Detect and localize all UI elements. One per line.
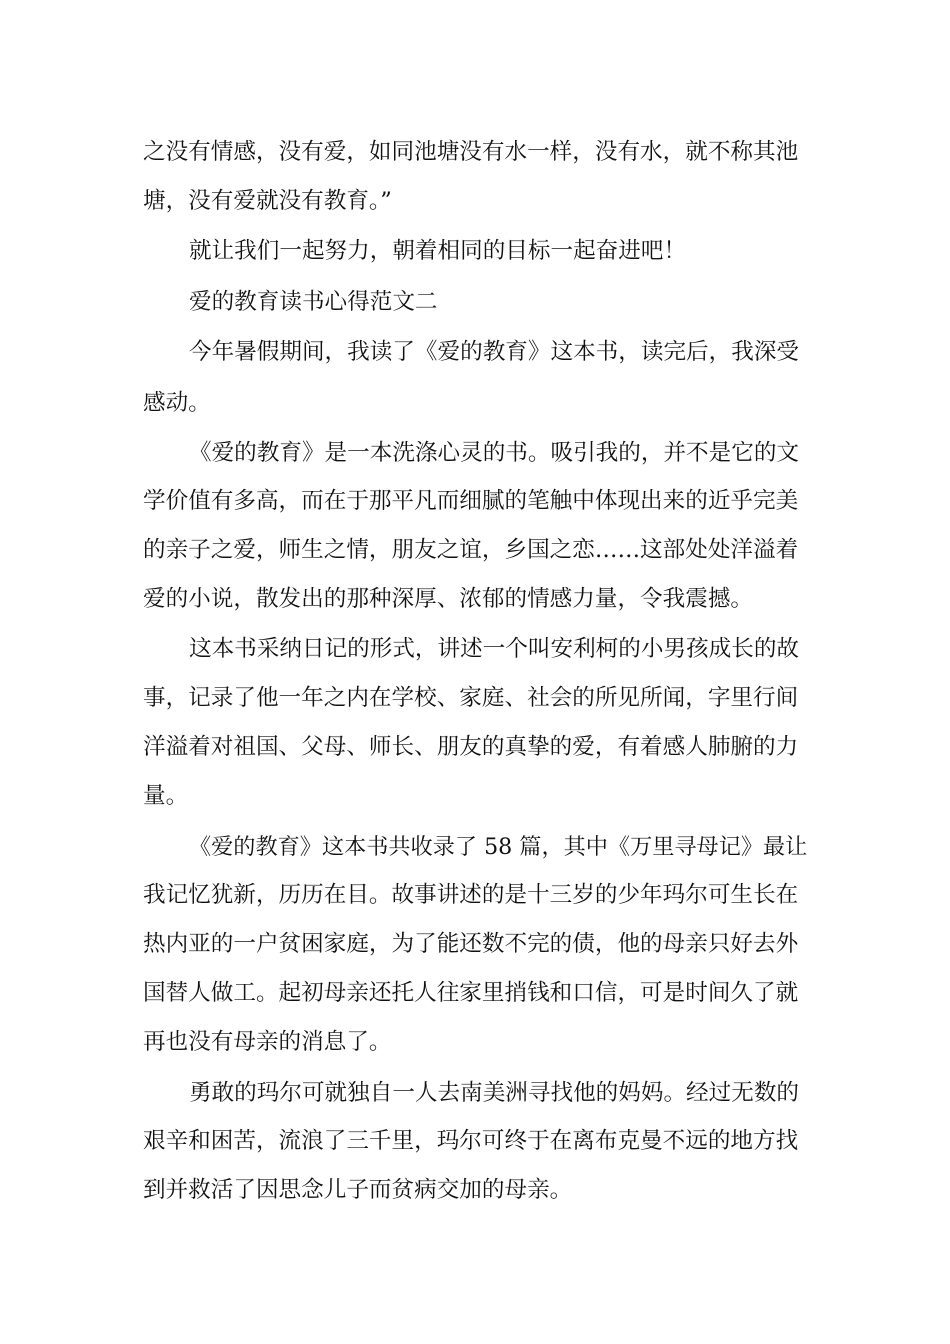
text-line: 今年暑假期间，我读了《爱的教育》这本书，读完后，我深受: [189, 339, 800, 365]
text-line: 到并救活了因思念儿子而贫病交加的母亲。: [143, 1177, 573, 1203]
text-line: 洋溢着对祖国、父母、师长、朋友的真挚的爱，有着感人肺腑的力: [143, 734, 799, 760]
text-line: 塘，没有爱就没有教育。”: [143, 188, 392, 214]
text-line: 量。: [143, 783, 189, 809]
text-line: 再也没有母亲的消息了。: [143, 1029, 392, 1055]
text-line: 就让我们一起努力，朝着相同的目标一起奋进吧！: [189, 238, 687, 264]
text-line: 事，记录了他一年之内在学校、家庭、社会的所见所闻，字里行间: [143, 685, 799, 711]
text-line: 我记忆犹新，历历在目。故事讲述的是十三岁的少年玛尔可生长在: [143, 882, 799, 908]
text-line: 感动。: [143, 390, 211, 416]
section-heading: 爱的教育读书心得范文二: [189, 289, 438, 315]
text-line: 热内亚的一户贫困家庭，为了能还数不完的债，他的母亲只好去外: [143, 931, 799, 957]
text-line: 学价值有多高，而在于那平凡而细腻的笔触中体现出来的近乎完美: [143, 488, 799, 514]
text-line: 《爱的教育》是一本洗涤心灵的书。吸引我的，并不是它的文: [189, 440, 800, 466]
text-line: 艰辛和困苦，流浪了三千里，玛尔可终于在离布克曼不远的地方找: [143, 1128, 799, 1154]
text-line: 爱的小说，散发出的那种深厚、浓郁的情感力量，令我震撼。: [143, 586, 754, 612]
text-line: 《爱的教育》这本书共收录了 58 篇，其中《万里寻母记》最让: [189, 834, 808, 860]
text-line: 之没有情感，没有爱，如同池塘没有水一样，没有水，就不称其池: [143, 139, 799, 165]
text-line: 这本书采纳日记的形式，讲述一个叫安利柯的小男孩成长的故: [189, 636, 800, 662]
text-line: 国替人做工。起初母亲还托人往家里捎钱和口信，可是时间久了就: [143, 980, 799, 1006]
text-line: 的亲子之爱，师生之情，朋友之谊，乡国之恋……这部处处洋溢着: [143, 537, 799, 563]
text-line: 勇敢的玛尔可就独自一人去南美洲寻找他的妈妈。经过无数的: [189, 1080, 800, 1106]
